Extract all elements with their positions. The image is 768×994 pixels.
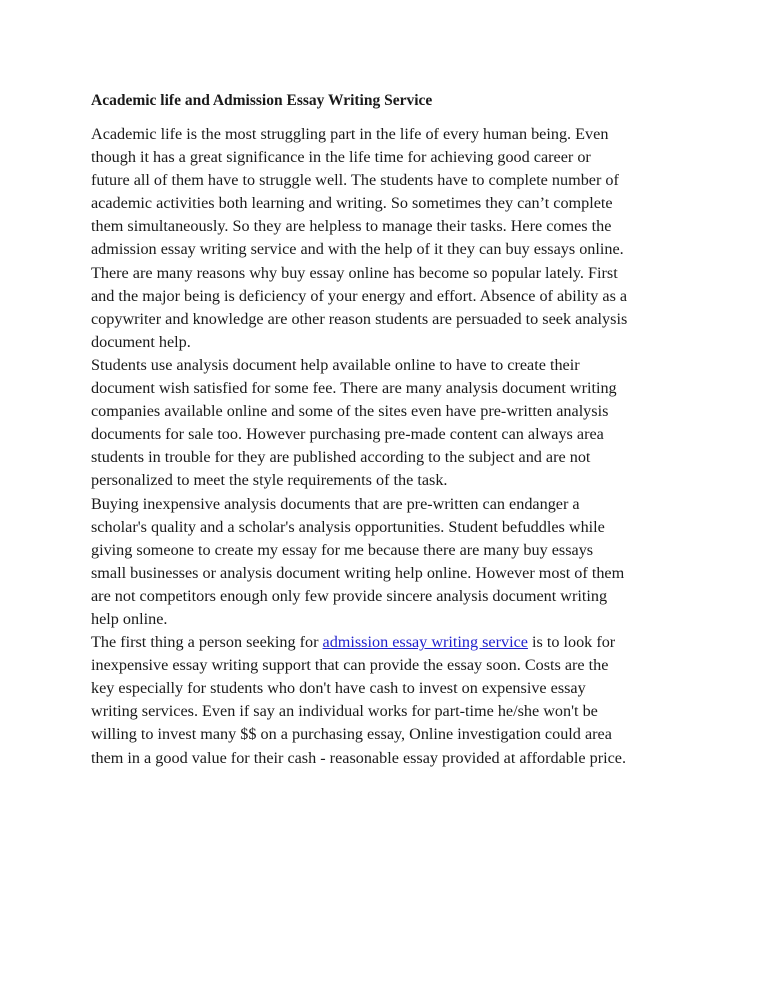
text-line: document help. (91, 332, 191, 351)
text-line: giving someone to create my essay for me because there are many buy essays (91, 540, 594, 559)
paragraph-2 (91, 354, 691, 493)
text-line: Academic life is the most struggling part in the life of every human being. Even (91, 125, 609, 143)
text-line: future all of them have to struggle well. The students have to complete number of (91, 171, 619, 190)
paragraph-4 (91, 631, 691, 770)
text-line: writing services. Even if say an individual works for part-time he/she won't be (91, 702, 598, 721)
text-line: Buying inexpensive analysis documents that are pre-written can endanger a (91, 494, 580, 513)
text-line: scholar's quality and a scholar's analysis opportunities. Student befuddles while (91, 517, 605, 536)
paragraph-3 (91, 493, 691, 632)
text-segment: is to look for (527, 633, 616, 652)
document-title: Academic life and Admission Essay Writing Service (91, 92, 433, 109)
text-line: personalized to meet the style requirements of the task. (91, 471, 448, 490)
text-line: key especially for students who don't have cash to invest on expensive essay (91, 679, 586, 698)
text-line: willing to invest many $$ on a purchasing essay, Online investigation could area (91, 725, 612, 744)
text-line: copywriter and knowledge are other reason students are persuaded to seek analysis (91, 309, 628, 328)
text-line: help online. (91, 609, 168, 628)
text-segment: The first thing a person seeking for (91, 633, 323, 652)
paragraph-1 (91, 123, 691, 354)
text-line: document wish satisfied for some fee. There are many analysis document writing (91, 379, 617, 398)
text-line: Students use analysis document help available online to have to create their (91, 355, 580, 374)
text-line: companies available online and some of the sites even have pre-written analysis (91, 402, 609, 421)
text-line: students in trouble for they are published according to the subject and are not (91, 448, 591, 467)
text-line: documents for sale too. However purchasing pre-made content can always area (91, 425, 604, 444)
text-line: though it has a great significance in the life time for achieving good career or (91, 148, 591, 167)
text-line: inexpensive essay writing support that can provide the essay soon. Costs are the (91, 656, 609, 675)
text-line: There are many reasons why buy essay online has become so popular lately. First (91, 263, 618, 282)
text-line: academic activities both learning and writing. So sometimes they can’t complete (91, 194, 613, 213)
text-line: them in a good value for their cash - reasonable essay provided at affordable price. (91, 748, 627, 767)
text-line: them simultaneously. So they are helpless to manage their tasks. Here comes the (91, 217, 612, 236)
text-line: and the major being is deficiency of your energy and effort. Absence of ability as a (91, 286, 628, 305)
text-line: are not competitors enough only few provide sincere analysis document writing (91, 586, 608, 605)
document-body (91, 91, 691, 770)
text-line: admission essay writing service and with the help of it they can buy essays online. (91, 240, 624, 259)
admission-essay-link[interactable]: admission essay writing service (322, 633, 528, 652)
text-line-with-link (91, 631, 691, 654)
text-line: small businesses or analysis document writing help online. However most of them (91, 563, 625, 582)
